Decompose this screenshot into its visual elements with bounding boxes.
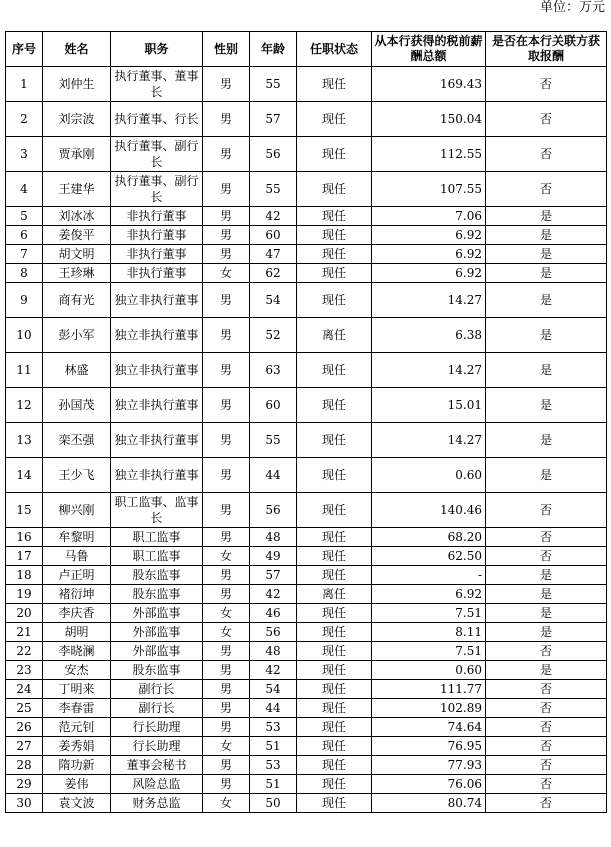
cell-no: 4 [6,172,43,207]
table-row [6,604,607,623]
cell-status: 现任 [297,493,372,528]
cell-no: 17 [6,547,43,566]
cell-no: 10 [6,318,43,353]
cell-no: 15 [6,493,43,528]
cell-age: 52 [250,318,297,353]
cell-gender: 男 [203,67,250,102]
cell-gender: 男 [203,207,250,226]
cell-age: 55 [250,423,297,458]
cell-related: 是 [486,226,607,245]
cell-gender: 女 [203,623,250,642]
cell-gender: 女 [203,264,250,283]
cell-no: 19 [6,585,43,604]
cell-age: 53 [250,756,297,775]
cell-status: 现任 [297,102,372,137]
cell-gender: 男 [203,458,250,493]
cell-pay: 8.11 [372,623,486,642]
cell-no: 14 [6,458,43,493]
cell-related: 否 [486,528,607,547]
header-status: 任职状态 [297,32,372,67]
cell-related: 否 [486,737,607,756]
cell-no: 27 [6,737,43,756]
cell-status: 现任 [297,794,372,813]
cell-pay: 80.74 [372,794,486,813]
cell-title: 职工监事 [111,528,203,547]
cell-related: 是 [486,604,607,623]
cell-related: 否 [486,102,607,137]
cell-name: 刘仲生 [43,67,111,102]
cell-no: 20 [6,604,43,623]
cell-no: 18 [6,566,43,585]
table-row [6,318,607,353]
table-row [6,737,607,756]
table-row [6,458,607,493]
cell-age: 50 [250,794,297,813]
cell-status: 现任 [297,737,372,756]
cell-gender: 男 [203,137,250,172]
cell-name: 刘冰冰 [43,207,111,226]
cell-gender: 男 [203,172,250,207]
cell-status: 现任 [297,547,372,566]
cell-status: 离任 [297,318,372,353]
table-row [6,207,607,226]
cell-gender: 女 [203,794,250,813]
cell-related: 是 [486,283,607,318]
cell-age: 53 [250,718,297,737]
cell-age: 55 [250,67,297,102]
cell-gender: 男 [203,718,250,737]
cell-no: 1 [6,67,43,102]
cell-pay: 76.95 [372,737,486,756]
cell-gender: 女 [203,604,250,623]
cell-pay: 107.55 [372,172,486,207]
cell-pay: 7.51 [372,642,486,661]
cell-pay: 140.46 [372,493,486,528]
cell-name: 姜秀娟 [43,737,111,756]
cell-gender: 男 [203,528,250,547]
cell-pay: 6.92 [372,245,486,264]
cell-gender: 男 [203,585,250,604]
cell-related: 是 [486,353,607,388]
cell-name: 王建华 [43,172,111,207]
cell-related: 否 [486,699,607,718]
cell-title: 非执行董事 [111,226,203,245]
cell-related: 是 [486,566,607,585]
cell-title: 董事会秘书 [111,756,203,775]
cell-no: 23 [6,661,43,680]
cell-gender: 男 [203,661,250,680]
cell-title: 执行董事、行长 [111,102,203,137]
cell-no: 25 [6,699,43,718]
cell-no: 22 [6,642,43,661]
cell-name: 李晓澜 [43,642,111,661]
table-row [6,585,607,604]
table-header-row [6,32,607,67]
cell-no: 28 [6,756,43,775]
cell-name: 李春雷 [43,699,111,718]
cell-pay: 68.20 [372,528,486,547]
cell-related: 是 [486,318,607,353]
cell-no: 3 [6,137,43,172]
cell-title: 副行长 [111,680,203,699]
cell-name: 胡文明 [43,245,111,264]
cell-gender: 男 [203,680,250,699]
cell-name: 丁明来 [43,680,111,699]
compensation-table [5,31,607,813]
cell-no: 13 [6,423,43,458]
cell-status: 现任 [297,283,372,318]
cell-age: 42 [250,207,297,226]
cell-status: 现任 [297,623,372,642]
cell-pay: 6.38 [372,318,486,353]
cell-name: 栾丕强 [43,423,111,458]
cell-pay: 6.92 [372,264,486,283]
cell-age: 60 [250,226,297,245]
cell-age: 56 [250,623,297,642]
cell-status: 现任 [297,566,372,585]
cell-no: 29 [6,775,43,794]
cell-gender: 男 [203,493,250,528]
cell-age: 57 [250,566,297,585]
cell-gender: 男 [203,775,250,794]
cell-gender: 男 [203,642,250,661]
cell-status: 现任 [297,245,372,264]
cell-related: 否 [486,794,607,813]
header-related: 是否在本行关联方获取报酬 [486,32,607,67]
table-row [6,137,607,172]
cell-age: 44 [250,699,297,718]
cell-gender: 男 [203,283,250,318]
table-row [6,264,607,283]
cell-status: 现任 [297,388,372,423]
cell-title: 非执行董事 [111,245,203,264]
cell-age: 51 [250,775,297,794]
cell-title: 执行董事、副行长 [111,172,203,207]
cell-status: 现任 [297,137,372,172]
cell-title: 行长助理 [111,718,203,737]
cell-name: 卢正明 [43,566,111,585]
cell-status: 现任 [297,661,372,680]
cell-pay: 14.27 [372,283,486,318]
cell-status: 现任 [297,756,372,775]
cell-age: 49 [250,547,297,566]
cell-name: 王少飞 [43,458,111,493]
table-row [6,794,607,813]
cell-pay: 15.01 [372,388,486,423]
table-row [6,528,607,547]
cell-pay: 14.27 [372,423,486,458]
unit-label: 单位：万元 [539,0,605,15]
cell-title: 执行董事、副行长 [111,137,203,172]
cell-pay: 0.60 [372,458,486,493]
cell-status: 现任 [297,226,372,245]
table-row [6,226,607,245]
cell-related: 否 [486,756,607,775]
cell-related: 是 [486,458,607,493]
cell-pay: 150.04 [372,102,486,137]
table-row [6,172,607,207]
cell-age: 51 [250,737,297,756]
cell-title: 股东监事 [111,566,203,585]
cell-name: 彭小军 [43,318,111,353]
table-row [6,566,607,585]
table-row [6,547,607,566]
header-gender: 性别 [203,32,250,67]
cell-status: 现任 [297,718,372,737]
table-row [6,775,607,794]
header-age: 年龄 [250,32,297,67]
cell-status: 现任 [297,264,372,283]
cell-related: 否 [486,547,607,566]
cell-pay: 111.77 [372,680,486,699]
cell-age: 48 [250,528,297,547]
cell-related: 否 [486,680,607,699]
cell-status: 现任 [297,423,372,458]
table-row [6,756,607,775]
cell-pay: 169.43 [372,67,486,102]
cell-pay: 112.55 [372,137,486,172]
cell-status: 现任 [297,67,372,102]
cell-related: 否 [486,642,607,661]
cell-gender: 男 [203,353,250,388]
cell-name: 隋功新 [43,756,111,775]
cell-gender: 女 [203,547,250,566]
cell-title: 独立非执行董事 [111,388,203,423]
cell-status: 现任 [297,642,372,661]
cell-age: 42 [250,585,297,604]
cell-name: 姜伟 [43,775,111,794]
table-row [6,680,607,699]
cell-title: 副行长 [111,699,203,718]
cell-age: 57 [250,102,297,137]
table-row [6,353,607,388]
cell-status: 现任 [297,458,372,493]
header-name: 姓名 [43,32,111,67]
cell-gender: 男 [203,102,250,137]
cell-title: 独立非执行董事 [111,423,203,458]
table-row [6,661,607,680]
cell-name: 林盛 [43,353,111,388]
cell-age: 42 [250,661,297,680]
cell-related: 是 [486,207,607,226]
cell-name: 王珍琳 [43,264,111,283]
table-row [6,642,607,661]
cell-pay: 62.50 [372,547,486,566]
cell-status: 现任 [297,775,372,794]
cell-name: 姜俊平 [43,226,111,245]
cell-status: 现任 [297,680,372,699]
cell-title: 非执行董事 [111,264,203,283]
cell-title: 外部监事 [111,642,203,661]
cell-pay: 0.60 [372,661,486,680]
cell-no: 2 [6,102,43,137]
cell-age: 46 [250,604,297,623]
cell-pay: 7.06 [372,207,486,226]
cell-no: 30 [6,794,43,813]
cell-pay: 6.92 [372,226,486,245]
cell-name: 柳兴刚 [43,493,111,528]
cell-gender: 男 [203,226,250,245]
cell-title: 独立非执行董事 [111,353,203,388]
cell-title: 职工监事 [111,547,203,566]
cell-title: 执行董事、董事长 [111,67,203,102]
cell-no: 11 [6,353,43,388]
cell-name: 安杰 [43,661,111,680]
cell-no: 6 [6,226,43,245]
cell-gender: 男 [203,699,250,718]
cell-name: 商有光 [43,283,111,318]
cell-status: 离任 [297,585,372,604]
cell-title: 财务总监 [111,794,203,813]
cell-no: 16 [6,528,43,547]
cell-status: 现任 [297,528,372,547]
cell-title: 股东监事 [111,661,203,680]
cell-name: 马鲁 [43,547,111,566]
cell-no: 5 [6,207,43,226]
cell-name: 李庆香 [43,604,111,623]
cell-age: 47 [250,245,297,264]
cell-age: 55 [250,172,297,207]
cell-pay: 77.93 [372,756,486,775]
cell-related: 否 [486,718,607,737]
cell-gender: 男 [203,423,250,458]
cell-name: 贾承刚 [43,137,111,172]
cell-gender: 男 [203,388,250,423]
cell-no: 8 [6,264,43,283]
header-pay: 从本行获得的税前薪酬总额 [372,32,486,67]
cell-name: 牟黎明 [43,528,111,547]
header-title: 职务 [111,32,203,67]
cell-name: 范元钊 [43,718,111,737]
cell-title: 行长助理 [111,737,203,756]
cell-age: 56 [250,493,297,528]
cell-age: 44 [250,458,297,493]
cell-related: 否 [486,137,607,172]
cell-related: 是 [486,661,607,680]
cell-title: 风险总监 [111,775,203,794]
cell-title: 独立非执行董事 [111,283,203,318]
table-row [6,718,607,737]
cell-title: 独立非执行董事 [111,458,203,493]
table-body [6,67,607,813]
cell-pay: 102.89 [372,699,486,718]
cell-title: 股东监事 [111,585,203,604]
cell-age: 62 [250,264,297,283]
cell-no: 9 [6,283,43,318]
cell-name: 刘宗波 [43,102,111,137]
cell-related: 否 [486,67,607,102]
table-row [6,245,607,264]
cell-no: 12 [6,388,43,423]
cell-name: 褚衍坤 [43,585,111,604]
cell-gender: 男 [203,245,250,264]
cell-age: 48 [250,642,297,661]
cell-no: 24 [6,680,43,699]
table-row [6,283,607,318]
cell-related: 是 [486,423,607,458]
cell-pay: 74.64 [372,718,486,737]
cell-related: 是 [486,585,607,604]
cell-title: 非执行董事 [111,207,203,226]
cell-status: 现任 [297,699,372,718]
table-row [6,623,607,642]
cell-title: 外部监事 [111,604,203,623]
cell-gender: 男 [203,318,250,353]
cell-pay: 14.27 [372,353,486,388]
cell-related: 否 [486,172,607,207]
cell-related: 是 [486,264,607,283]
cell-related: 否 [486,775,607,794]
table-row [6,493,607,528]
cell-status: 现任 [297,604,372,623]
cell-age: 60 [250,388,297,423]
cell-name: 胡明 [43,623,111,642]
cell-status: 现任 [297,172,372,207]
cell-related: 否 [486,493,607,528]
table-row [6,423,607,458]
cell-title: 外部监事 [111,623,203,642]
cell-no: 26 [6,718,43,737]
cell-status: 现任 [297,207,372,226]
cell-age: 54 [250,680,297,699]
cell-pay: 76.06 [372,775,486,794]
cell-pay: 7.51 [372,604,486,623]
cell-pay: 6.92 [372,585,486,604]
table-row [6,67,607,102]
cell-name: 袁文波 [43,794,111,813]
table-row [6,102,607,137]
header-no: 序号 [6,32,43,67]
cell-no: 7 [6,245,43,264]
table-row [6,388,607,423]
cell-age: 63 [250,353,297,388]
cell-age: 54 [250,283,297,318]
cell-title: 独立非执行董事 [111,318,203,353]
cell-gender: 女 [203,737,250,756]
cell-name: 孙国茂 [43,388,111,423]
cell-pay: - [372,566,486,585]
cell-status: 现任 [297,353,372,388]
cell-title: 职工监事、监事长 [111,493,203,528]
cell-no: 21 [6,623,43,642]
cell-gender: 男 [203,566,250,585]
cell-related: 是 [486,623,607,642]
cell-related: 是 [486,245,607,264]
cell-age: 56 [250,137,297,172]
table-row [6,699,607,718]
cell-related: 是 [486,388,607,423]
cell-gender: 男 [203,756,250,775]
